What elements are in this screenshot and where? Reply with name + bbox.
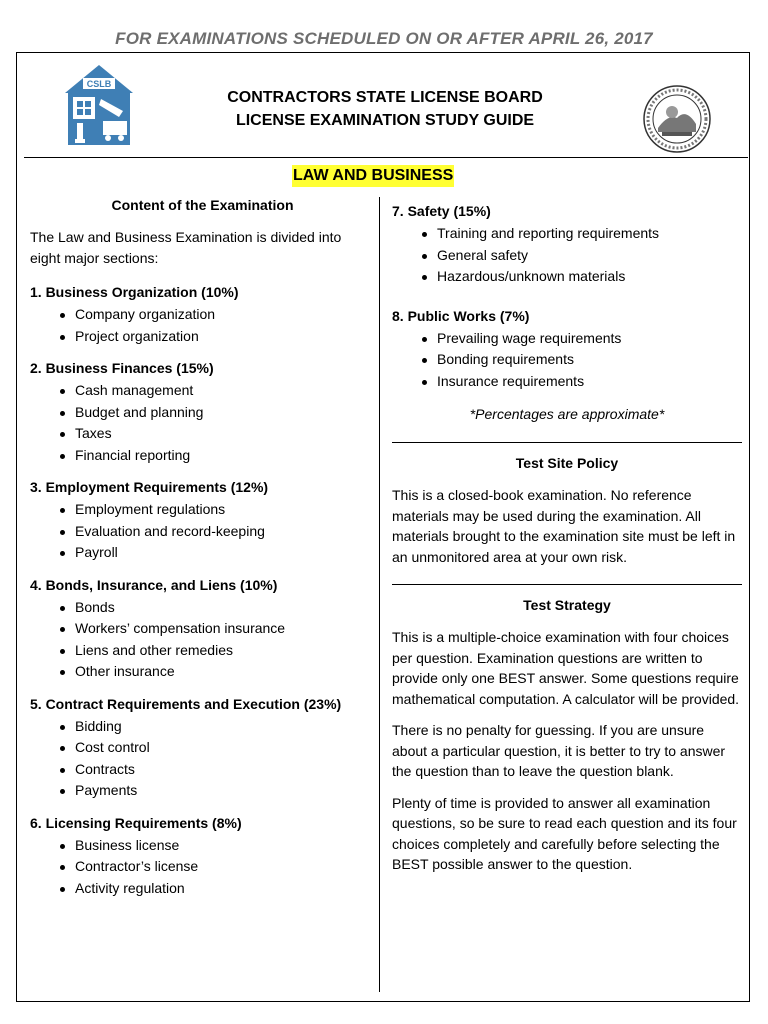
topic-item: Budget and planning — [30, 402, 375, 424]
column-divider — [379, 197, 380, 992]
test-strategy-paragraph: Plenty of time is provided to answer all examination questions, so be sure to read each question and its four choices completely and carefully before selecting the BEST possible answer to the question. — [392, 794, 737, 872]
topic-item: Bonds — [30, 597, 375, 619]
exam-section — [30, 813, 375, 900]
exam-section — [30, 575, 375, 683]
exam-section-title: 7. Safety (15%) — [392, 203, 491, 219]
state-seal — [642, 84, 712, 154]
topic-item: Financial reporting — [30, 445, 375, 467]
topic-item: Project organization — [30, 326, 375, 348]
topic-item: Business license — [30, 835, 375, 857]
exam-section-title: 2. Business Finances (15%) — [30, 360, 214, 376]
topic-item: Evaluation and record-keeping — [30, 521, 375, 543]
exam-section-title: 5. Contract Requirements and Execution (23%) — [30, 695, 342, 712]
exam-section — [30, 694, 375, 802]
test-site-policy-heading: Test Site Policy — [515, 455, 619, 471]
topic-item: Contractor’s license — [30, 856, 375, 878]
exam-section-title: 4. Bonds, Insurance, and Liens (10%) — [30, 576, 278, 593]
topic-item: Payments — [30, 780, 375, 802]
test-strategy-paragraph: This is a multiple-choice examination with four choices per question. Examination questions are written to provide only one BEST answer. Some questions require mathematical computation. A calculator will be provided. — [392, 629, 740, 707]
topic-list — [30, 597, 375, 683]
percentages-note: *Percentages are approximate* — [469, 406, 665, 422]
topic-item: Company organization — [30, 304, 375, 326]
test-strategy-paragraph: There is no penalty for guessing. If you are unsure about a particular question, it is better to try to answer the question than to leave the question blank. — [392, 722, 726, 779]
topic-item: Other insurance — [30, 661, 375, 683]
topic-list — [392, 328, 742, 393]
section-divider — [392, 584, 742, 585]
section-list-left — [30, 282, 375, 899]
topic-item: Bonding requirements — [392, 349, 742, 371]
topic-item: Contracts — [30, 759, 375, 781]
topic-list — [30, 499, 375, 564]
topic-list — [30, 835, 375, 900]
exam-section-title: 1. Business Organization (10%) — [30, 284, 239, 300]
logo-text: CSLB — [86, 79, 112, 89]
topic-item: Taxes — [30, 423, 375, 445]
topic-item: Cost control — [30, 737, 375, 759]
topic-list — [30, 380, 375, 466]
exam-section — [392, 201, 742, 288]
topic-list — [30, 304, 375, 347]
document-title — [150, 86, 620, 132]
topic-item: Hazardous/unknown materials — [392, 266, 742, 288]
topic-item: Insurance requirements — [392, 371, 742, 393]
content-heading: Content of the Examination — [111, 197, 294, 213]
section-list-right — [392, 201, 742, 392]
left-column — [30, 195, 375, 899]
test-site-policy-text: This is a closed-book examination. No reference materials may be used during the examination. All materials brought to the examination site must be left in an unmonitored area at your own risk. — [392, 487, 736, 565]
exam-section — [392, 306, 742, 393]
topic-item: Bidding — [30, 716, 375, 738]
exam-section — [30, 282, 375, 347]
topic-item: Activity regulation — [30, 878, 375, 900]
topic-item: Employment regulations — [30, 499, 375, 521]
exam-section-title: 3. Employment Requirements (12%) — [30, 479, 269, 495]
topic-item: Cash management — [30, 380, 375, 402]
topic-list — [392, 223, 742, 288]
right-column — [392, 201, 742, 875]
exam-section-title: 6. Licensing Requirements (8%) — [30, 814, 242, 831]
topic-item: General safety — [392, 245, 742, 267]
topic-item: Training and reporting requirements — [392, 223, 742, 245]
topic-item: Payroll — [30, 542, 375, 564]
exam-date-banner: FOR EXAMINATIONS SCHEDULED ON OR AFTER APRIL 26, 2017 — [115, 29, 653, 48]
topic-item: Prevailing wage requirements — [392, 328, 742, 350]
section-title: LAW AND BUSINESS — [292, 165, 454, 187]
title-line-1: CONTRACTORS STATE LICENSE BOARD — [227, 89, 543, 106]
topic-item: Liens and other remedies — [30, 640, 375, 662]
topic-list — [30, 716, 375, 802]
topic-item: Workers’ compensation insurance — [30, 618, 375, 640]
title-line-2: LICENSE EXAMINATION STUDY GUIDE — [235, 112, 535, 129]
cslb-logo — [63, 63, 135, 147]
exam-section — [30, 358, 375, 466]
test-strategy-heading: Test Strategy — [523, 597, 611, 613]
header-divider — [24, 157, 748, 158]
content-intro: The Law and Business Examination is divided into eight major sections: — [30, 229, 342, 266]
exam-section — [30, 477, 375, 564]
section-divider — [392, 442, 742, 443]
exam-section-title: 8. Public Works (7%) — [392, 307, 530, 324]
